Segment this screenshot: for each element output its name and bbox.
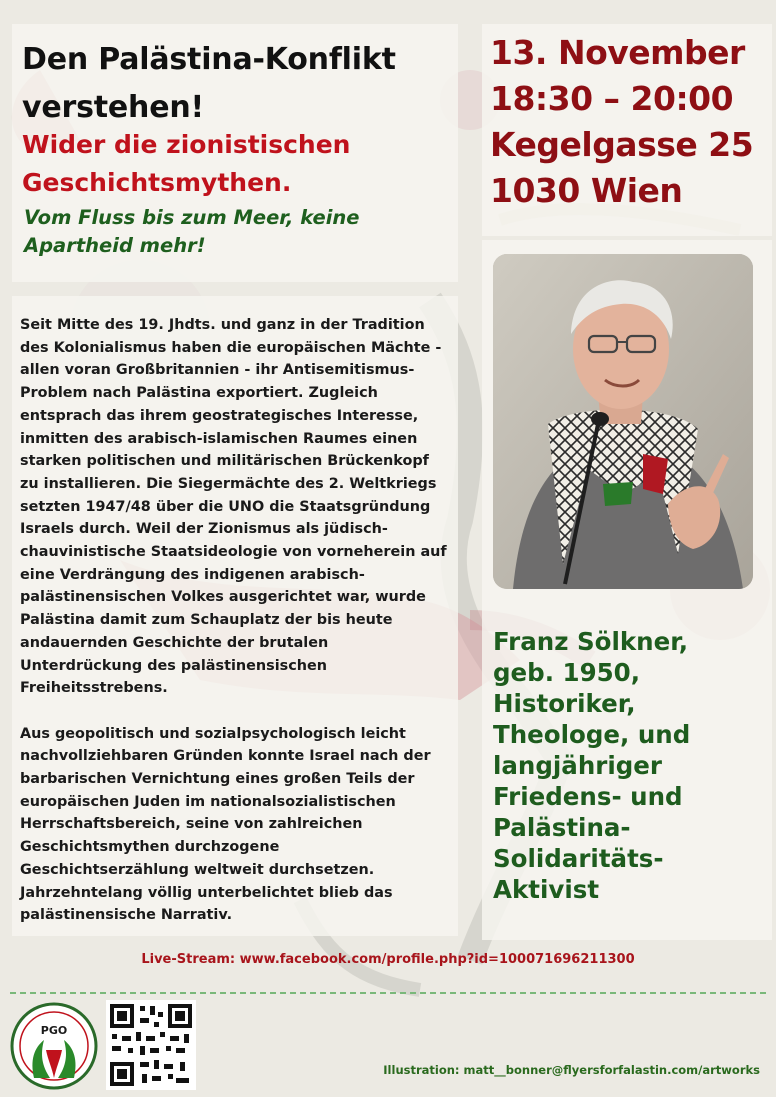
illustration-credit: Illustration: matt__bonner@flyersforfalastin.com/artworks	[383, 1063, 760, 1077]
body-text	[20, 314, 450, 927]
footer-divider	[10, 992, 766, 994]
event-time: 18:30 – 20:00	[490, 79, 734, 118]
speaker-photo	[493, 254, 753, 589]
speaker-line: Solidaritäts-	[493, 844, 664, 873]
qr-code-icon[interactable]	[106, 1000, 196, 1090]
event-street: Kegelgasse 25	[490, 125, 754, 164]
event-info	[490, 30, 770, 214]
livestream-link[interactable]: Live-Stream: www.facebook.com/profile.php?id=100071696211300	[141, 952, 635, 967]
body-paragraph-2: Aus geopolitisch und sozialpsychologisch leicht nachvollziehbaren Gründen konnte Israel nach der barbarischen Vernichtung eines großen Teils der europäischen Juden im nationalsozialistischen Herrschaftsbereich, seine von zahlreichen Geschichtsmythen durchzogene Geschichtserzählung weltweit durchsetzen. Jahrzehntelang völlig unterbelichtet blieb das palästinensische Narrativ.	[20, 725, 431, 924]
speaker-line: Palästina-	[493, 813, 631, 842]
pgo-logo-icon	[10, 1000, 98, 1092]
speaker-line: Theologe, und	[493, 720, 691, 749]
speaker-info	[493, 626, 773, 905]
body-paragraph-1: Seit Mitte des 19. Jhdts. und ganz in der Tradition des Kolonialismus haben die europäischen Mächte - allen voran Großbritannien - ihr Antisemitismus-Problem nach Palästina exportiert. Zugleich entsprach das ihrem geostrategisches Interesse, inmitten des arabisch-islamischen Raumes einen starken politischen und militärischen Brückenkopf zu installieren. Die Siegermächte des 2. Weltkriegs setzten 1947/48 über die UNO die Staatsgründung Israels durch. Weil der Zionismus als jüdisch-chauvinistische Staatsideologie von vorneherein auf eine Verdrängung des indigenen arabisch-palästinensischen Volkes ausgerichtet war, wurde Palästina damit zum Schauplatz der bis heute andauernden Geschichte der brutalen Unterdrückung des palästinensischen Freiheitsstrebens.	[20, 317, 447, 697]
speaker-line: Aktivist	[493, 875, 600, 904]
headline-subtitle: Wider die zionistischen Geschichtsmythen.	[22, 130, 351, 197]
event-date: 13. November	[490, 33, 745, 72]
logo-text: PGO	[40, 1024, 68, 1037]
speaker-line: langjähriger	[493, 751, 662, 780]
event-city: 1030 Wien	[490, 171, 683, 210]
headline-title: Den Palästina-Konflikt verstehen!	[22, 42, 396, 125]
speaker-line: geb. 1950,	[493, 658, 641, 687]
headline-slogan: Vom Fluss bis zum Meer, keine Apartheid mehr!	[24, 206, 360, 257]
speaker-line: Friedens- und	[493, 782, 683, 811]
speaker-photo-illustration	[493, 254, 753, 589]
speaker-line: Historiker,	[493, 689, 636, 718]
speaker-line: Franz Sölkner,	[493, 627, 689, 656]
